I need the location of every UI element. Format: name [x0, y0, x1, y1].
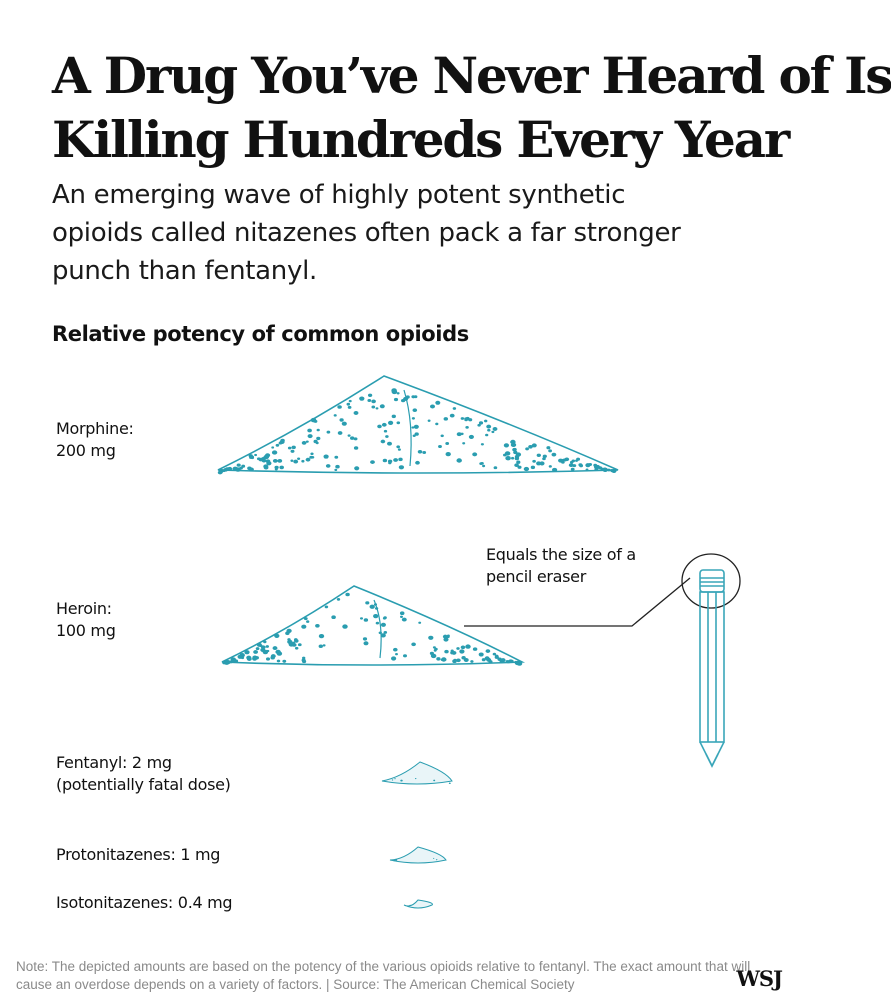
headline-line-1: A Drug You’ve Never Heard of Is [52, 46, 891, 105]
pencil-icon [682, 554, 740, 766]
dek-line-1: An emerging wave of highly potent synthetic [52, 180, 626, 210]
chart-title: Relative potency of common opioids [52, 322, 469, 346]
powder-piles [218, 376, 618, 908]
footnote [16, 958, 751, 994]
pile-fentanyl [382, 762, 452, 784]
footnote-line-1: Note: The depicted amounts are based on the potency of the various opioids relative to fentanyl. The exact amount that will [16, 959, 751, 974]
label-protonitazenes-name: Protonitazenes: 1 mg [56, 845, 221, 864]
callout-leader-line [464, 578, 690, 626]
dek-line-2: opioids called nitazenes often pack a far stronger [52, 218, 681, 248]
label-heroin-name: Heroin: [56, 599, 112, 618]
label-isotonitazenes-name: Isotonitazenes: 0.4 mg [56, 893, 233, 912]
pile-protonitazenes [390, 847, 446, 863]
eraser-callout-line-2: pencil eraser [486, 567, 586, 586]
wsj-logo: WSJ [736, 966, 782, 991]
footnote-line-2: cause an overdose depends on a variety of factors. | Source: The American Chemical Society [16, 977, 575, 992]
pile-morphine [218, 376, 618, 474]
label-fentanyl-name: Fentanyl: 2 mg [56, 753, 172, 772]
eraser-callout-line-1: Equals the size of a [486, 545, 636, 564]
label-morphine-dose: 200 mg [56, 441, 116, 460]
label-heroin-dose: 100 mg [56, 621, 116, 640]
label-fentanyl-dose: (potentially fatal dose) [56, 775, 231, 794]
dek-line-3: punch than fentanyl. [52, 256, 317, 286]
headline-line-2: Killing Hundreds Every Year [52, 110, 789, 169]
pile-isotonitazenes [404, 900, 432, 908]
label-morphine-name: Morphine: [56, 419, 134, 438]
